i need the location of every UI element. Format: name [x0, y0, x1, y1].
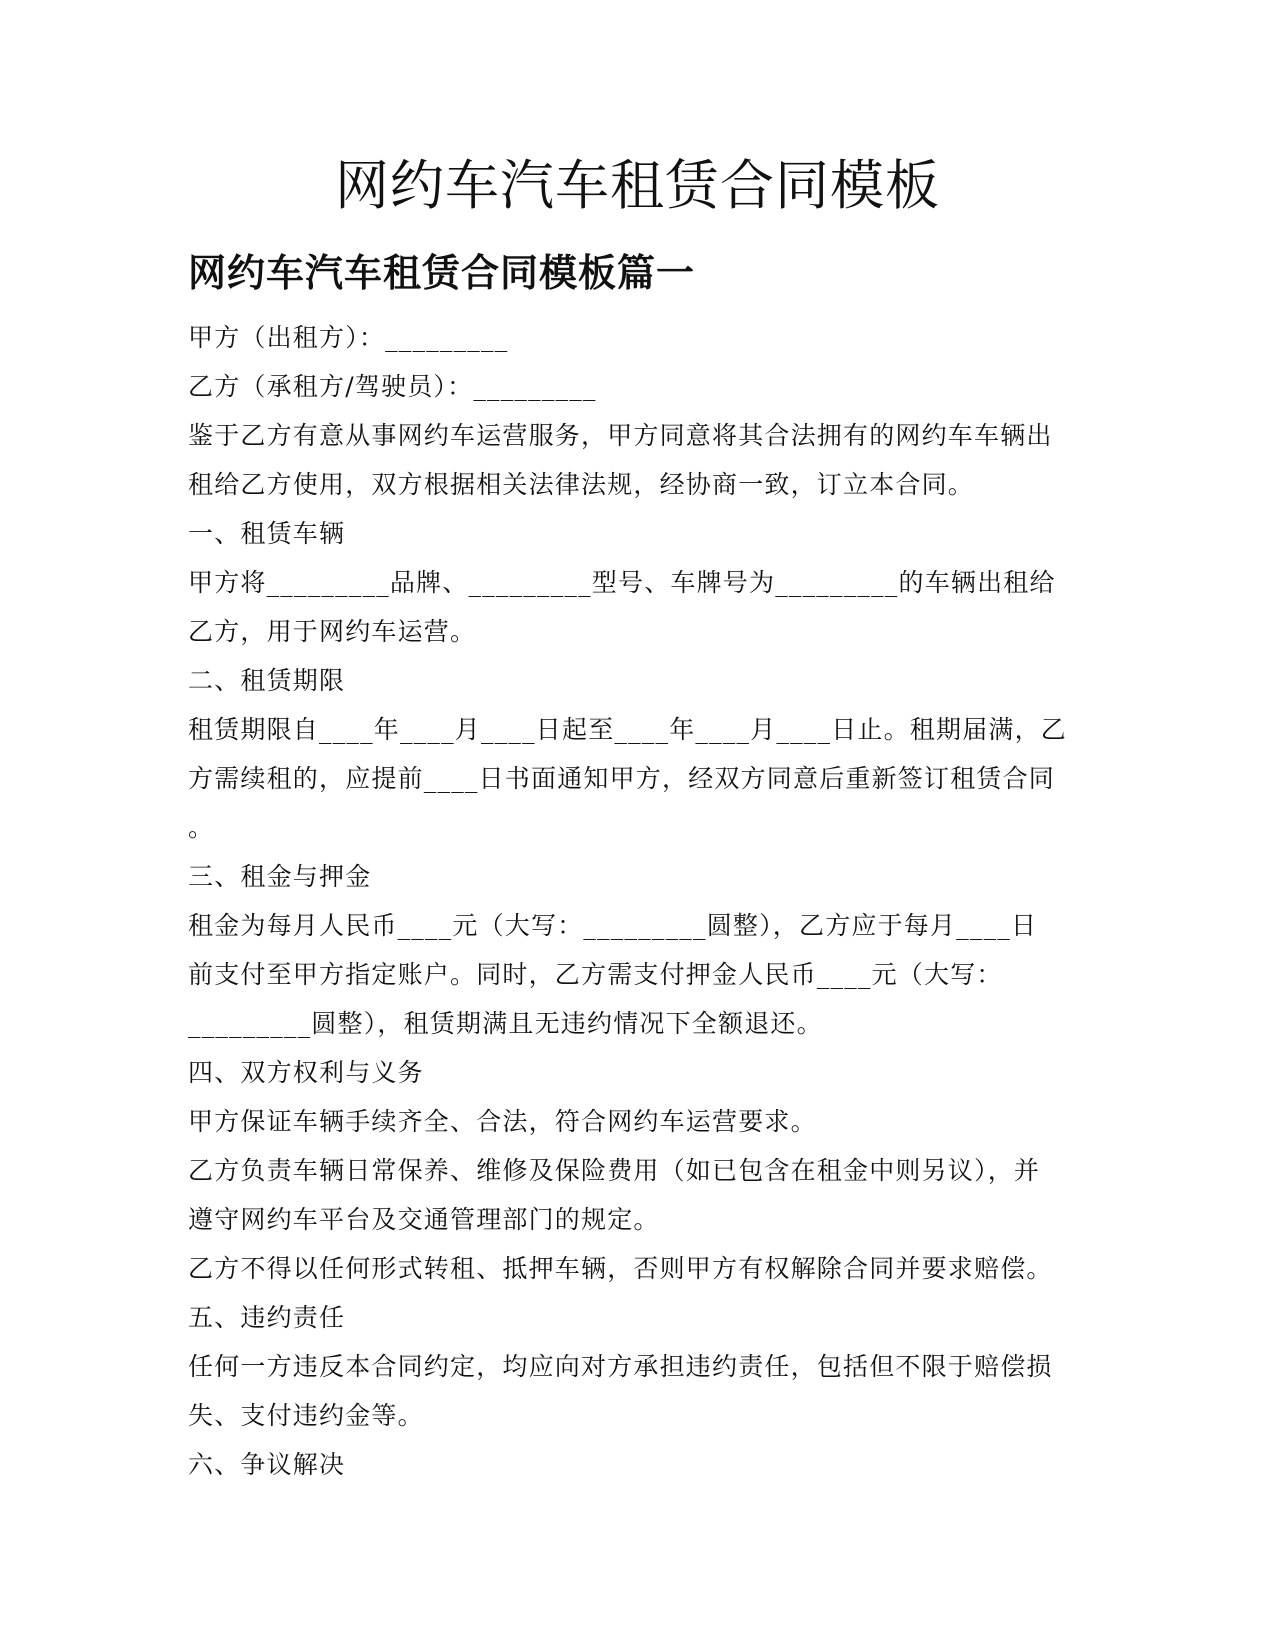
clause-heading-6: 六、争议解决	[188, 1450, 346, 1479]
paragraph-line: 任何一方违反本合同约定，均应向对方承担违约责任，包括但不限于赔偿损	[188, 1352, 1053, 1381]
clause-heading-4: 四、双方权利与义务	[188, 1058, 424, 1087]
party-a-line: 甲方（出租方）：_________	[188, 323, 509, 352]
paragraph-line: 鉴于乙方有意从事网约车运营服务，甲方同意将其合法拥有的网约车车辆出	[188, 421, 1053, 450]
clause-heading-5: 五、违约责任	[188, 1303, 346, 1332]
party-b-line: 乙方（承租方/驾驶员）：_________	[188, 372, 597, 401]
paragraph-line: 乙方，用于网约车运营。	[188, 617, 477, 646]
paragraph-line: _________圆整），租赁期满且无违约情况下全额退还。	[188, 1009, 823, 1038]
paragraph-line: 失、支付违约金等。	[188, 1401, 424, 1430]
paragraph-line: 。	[188, 813, 215, 842]
paragraph-line: 甲方保证车辆手续齐全、合法，符合网约车运营要求。	[188, 1107, 817, 1136]
document-body	[188, 313, 1088, 1489]
paragraph-line: 乙方负责车辆日常保养、维修及保险费用（如已包含在租金中则另议），并	[188, 1156, 1041, 1185]
paragraph-line: 甲方将_________品牌、_________型号、车牌号为_________的车辆出租给	[188, 568, 1056, 597]
clause-heading-2: 二、租赁期限	[188, 666, 346, 695]
paragraph-line: 租给乙方使用，双方根据相关法律法规，经协商一致，订立本合同。	[188, 470, 975, 499]
paragraph-line: 乙方不得以任何形式转租、抵押车辆，否则甲方有权解除合同并要求赔偿。	[188, 1254, 1053, 1283]
document-title: 网约车汽车租赁合同模板	[335, 154, 940, 217]
section-title: 网约车汽车租赁合同模板篇一	[188, 250, 696, 295]
clause-heading-3: 三、租金与押金	[188, 862, 372, 891]
paragraph-line: 租金为每月人民币____元（大写：_________圆整），乙方应于每月____日	[188, 911, 1038, 940]
paragraph-line: 方需续租的，应提前____日书面通知甲方，经双方同意后重新签订租赁合同	[188, 764, 1056, 793]
paragraph-line: 前支付至甲方指定账户。同时，乙方需支付押金人民币____元（大写：	[188, 960, 1003, 989]
paragraph-line: 租赁期限自____年____月____日起至____年____月____日止。租期届满，乙	[188, 715, 1068, 744]
paragraph-line: 遵守网约车平台及交通管理部门的规定。	[188, 1205, 660, 1234]
clause-heading-1: 一、租赁车辆	[188, 519, 346, 548]
